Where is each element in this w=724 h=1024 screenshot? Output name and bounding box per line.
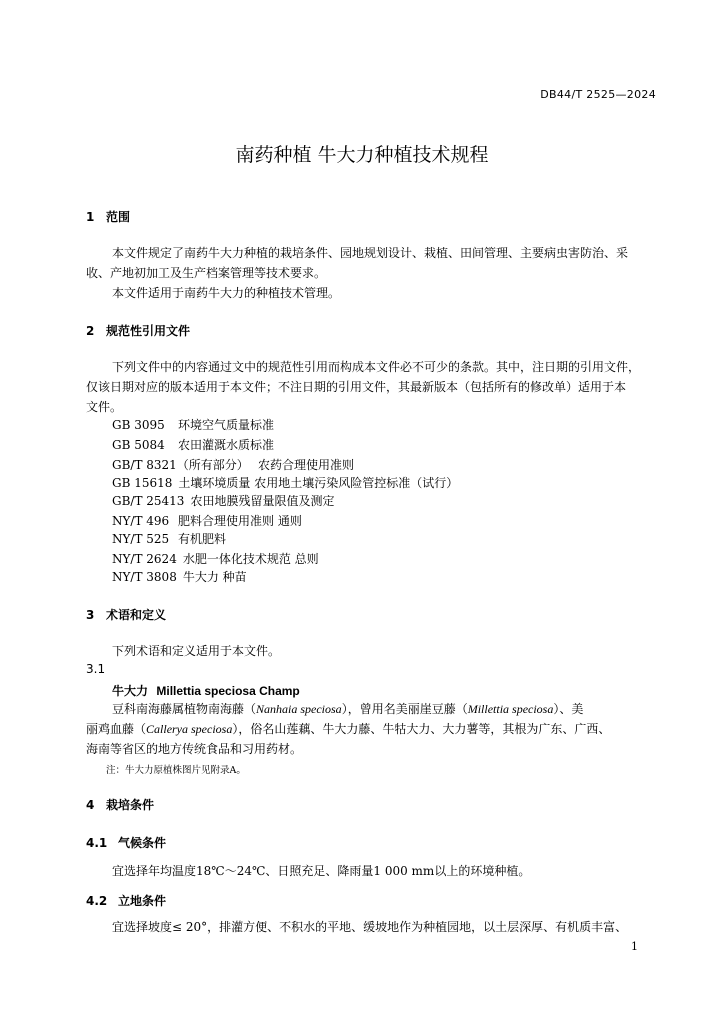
section-number: 2 [86,324,95,338]
page-number: 1 [631,940,638,953]
reference-item [112,474,458,491]
reference-title: 肥料合理使用准则 通则 [178,514,302,528]
reference-item [112,436,274,453]
reference-item [112,550,319,567]
section-title: 范围 [106,210,131,224]
section-2-heading [86,322,190,339]
definition-text: ），俗名山莲藕、牛大力藤、牛牯大力、大力薯等，其根为广东、广西、 [232,722,611,736]
reference-item [112,492,334,509]
reference-code: NY/T 496 [112,514,170,528]
paragraph-line: 仅该日期对应的版本适用于本文件；不注日期的引用文件，其最新版本（包括所有的修改单）适用于本 [86,380,627,394]
paragraph-line: 下列文件中的内容通过文中的规范性引用而构成本文件必不可少的条款。其中，注日期的引用文件， [112,360,641,374]
term-number: 3.1 [86,662,106,676]
term-chinese: 牛大力 [112,684,149,698]
reference-code: NY/T 3808 [112,570,177,584]
reference-code: GB/T 8321（所有部分） [112,458,249,472]
definition-line [112,700,583,717]
subsection-4-2-heading [86,892,166,909]
reference-code: GB 3095 [112,418,165,432]
reference-code: GB 15618 [112,476,173,490]
reference-item [112,456,354,473]
subsection-title: 气候条件 [118,836,167,850]
subsection-title: 立地条件 [118,894,167,908]
reference-title: 有机肥料 [178,532,227,546]
reference-title: 土壤环境质量 农用地土壤污染风险管控标准（试行） [178,476,459,490]
reference-title: 牛大力 种苗 [182,570,247,584]
reference-title: 环境空气质量标准 [178,418,275,432]
reference-item [112,416,274,433]
section-number: 4 [86,798,95,812]
latin-name: Callerya speciosa [146,722,233,736]
paragraph-line: 收、产地初加工及生产档案管理等技术要求。 [86,266,327,280]
paragraph: 下列术语和定义适用于本文件。 [112,644,281,658]
term-english: Millettia speciosa Champ [156,684,300,698]
definition-text: 丽鸡血藤（ [86,722,147,736]
reference-code: NY/T 2624 [112,552,177,566]
section-1-heading [86,208,130,225]
reference-title: 农药合理使用准则 [258,458,355,472]
definition-text: ），曾用名美丽崖豆藤（ [341,702,468,716]
paragraph: 本文件适用于南药牛大力的种植技术管理。 [112,286,341,300]
definition-text: ）、美 [553,702,584,716]
reference-code: GB/T 25413 [112,494,185,508]
definition-line [86,720,610,737]
reference-title: 农田灌溉水质标准 [178,438,275,452]
reference-title: 农田地膜残留量限值及测定 [190,494,335,508]
subsection-number: 4.1 [86,836,108,850]
reference-item [112,568,247,585]
section-number: 1 [86,210,95,224]
section-title: 规范性引用文件 [106,324,191,338]
paragraph-line: 文件。 [86,400,123,414]
definition-line: 海南等省区的地方传统食品和习用药材。 [86,742,303,756]
subsection-4-1-heading [86,834,166,851]
section-4-heading [86,796,154,813]
latin-name: Nanhaia speciosa [256,702,342,716]
page-title: 南药种植 牛大力种植技术规程 [235,144,489,166]
reference-code: GB 5084 [112,438,165,452]
paragraph-line: 本文件规定了南药牛大力种植的栽培条件、园地规划设计、栽植、田间管理、主要病虫害防治、采 [112,246,629,260]
reference-title: 水肥一体化技术规范 总则 [182,552,319,566]
latin-name: Millettia speciosa [467,702,554,716]
paragraph: 宜选择年均温度18℃～24℃、日照充足、降雨量1 000 mm以上的环境种植。 [112,864,531,878]
definition-text: 豆科南海藤属植物南海藤（ [112,702,257,716]
section-number: 3 [86,608,95,622]
term-heading [112,682,300,699]
paragraph: 宜选择坡度≤ 20°，排灌方便、不积水的平地、缓坡地作为种植园地，以土层深厚、有机质丰富、 [112,920,628,934]
subsection-number: 4.2 [86,894,108,908]
section-title: 栽培条件 [106,798,155,812]
document-number: DB44/T 2525—2024 [540,88,656,101]
reference-code: NY/T 525 [112,532,170,546]
reference-item [112,512,302,529]
section-title: 术语和定义 [106,608,167,622]
note: 注：牛大力原植株图片见附录A。 [106,765,246,776]
reference-item [112,530,226,547]
section-3-heading [86,606,166,623]
